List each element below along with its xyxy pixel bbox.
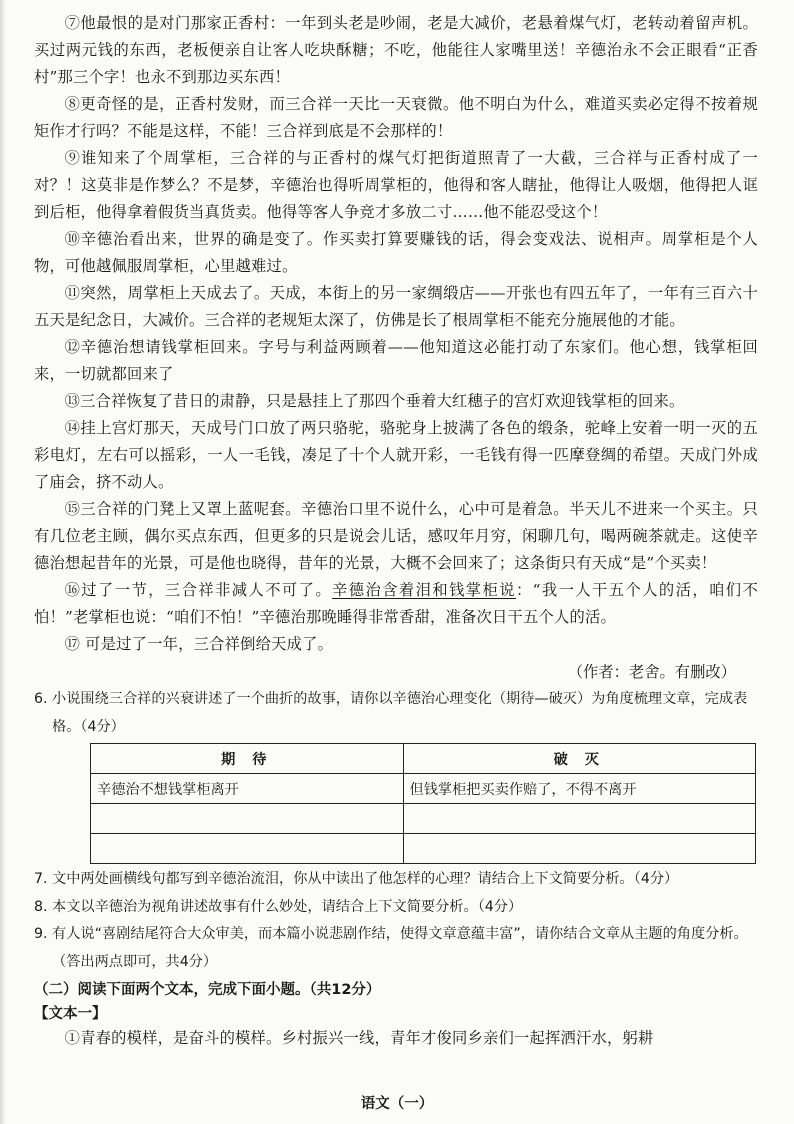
table-row [91, 804, 756, 834]
text-1-paragraph-1: ①青春的模样，是奋斗的模样。乡村振兴一线，青年才俊同乡亲们一起挥洒汗水，躬耕 [64, 1029, 654, 1047]
question-9: 9. 有人说“喜剧结尾符合大众审美，而本篇小说悲剧作结，使得文章意蕴丰富”，请你结合文章从主题的角度分析。（答出两点即可，共4分） [34, 926, 748, 970]
text-1-label: 【文本一】 [34, 1006, 107, 1022]
story-paragraph-14: ⑭挂上宫灯那天，天成号门口放了两只骆驼，骆驼身上披满了各色的缎条，驼峰上安着一明一灭的五彩电灯，左右可以摇彩，一人一毛钱，凑足了十个人就开彩，一毛钱有得一匹摩登绸的希望。天成门外成了庙会，挤不动人。 [34, 419, 758, 491]
question-6: 6. 小说围绕三合祥的兴衰讲述了一个曲折的故事，请你以辛德治心理变化（期待—破灭）为角度梳理文章，完成表格。（4分） [34, 691, 748, 735]
section-2-title: （二）阅读下面两个文本，完成下面小题。（共12分） [34, 982, 381, 998]
page-content [34, 10, 758, 1052]
underlined-sentence: 辛德治含着泪和钱掌柜说 [332, 581, 516, 599]
table-header-disillusion: 破 灭 [403, 744, 755, 774]
p16-suffix: ：“我一人干五个人的活，咱们不怕！”老掌柜也说：“咱们不怕！”辛德治那晚睡得非常香甜，准备次日干五个人的活。 [34, 581, 759, 626]
story-paragraph-12: ⑫辛德治想请钱掌柜回来。字号与利益两顾着——他知道这必能打动了东家们。他心想，钱掌柜回来，一切就都回来了 [34, 338, 758, 383]
table-header-row [91, 744, 756, 774]
answer-table-wrapper [90, 743, 756, 864]
table-cell: 但钱掌柜把买卖作赔了，不得不离开 [403, 774, 755, 804]
story-paragraph-11: ⑪突然，周掌柜上天成去了。天成，本街上的另一家绸缎店——开张也有四五年了，一年有三百六十五天是纪念日，大减价。三合祥的老规矩太深了，仿佛是长了根周掌柜不能充分施展他的才能。 [34, 284, 758, 329]
story-paragraph-10: ⑩辛德治看出来，世界的确是变了。作买卖打算要赚钱的话，得会变戏法、说相声。周掌柜是个人物，可他越佩服周掌柜，心里越难过。 [34, 230, 758, 275]
story-paragraph-8: ⑧更奇怪的是，正香村发财，而三合祥一天比一天衰微。他不明白为什么，难道买卖必定得不按着规矩作才行吗？不能是这样，不能！三合祥到底是不会那样的！ [34, 95, 758, 140]
table-cell-blank[interactable] [91, 834, 404, 864]
story-paragraph-17: ⑰ 可是过了一年，三合祥倒给天成了。 [64, 635, 334, 653]
table-row [91, 834, 756, 864]
answer-table [90, 743, 756, 864]
table-cell: 辛德治不想钱掌柜离开 [91, 774, 404, 804]
story-paragraph-16 [34, 577, 758, 631]
table-row [91, 774, 756, 804]
table-cell-blank[interactable] [403, 834, 755, 864]
table-cell-blank[interactable] [403, 804, 755, 834]
page-footer: 语文（一） [360, 1096, 434, 1112]
story-paragraph-15: ⑮三合祥的门凳上又罩上蓝呢套。辛德治口里不说什么，心中可是着急。半天儿不进来一个买主。只有几位老主顾，偶尔买点东西，但更多的只是说会儿话，感叹年月穷，闲聊几句，喝两碗茶就走。这使辛德治想起昔年的光景，可是他也晓得，昔年的光景，大概不会回来了；这条街只有天成“是”个买卖！ [34, 500, 758, 572]
question-7: 7. 文中两处画横线句都写到辛德治流泪，你从中读出了他怎样的心理？请结合上下文简要分析。（4分） [34, 871, 679, 887]
table-header-expectation: 期 待 [91, 744, 404, 774]
question-8: 8. 本文以辛德治为视角讲述故事有什么妙处，请结合上下文简要分析。（4分） [34, 898, 523, 915]
page-edge-shadow [0, 0, 6, 1124]
story-paragraph-13: ⑬三合祥恢复了昔日的肃静，只是悬挂上了那四个垂着大红穗子的宫灯欢迎钱掌柜的回来。 [64, 392, 685, 410]
p16-prefix: ⑯过了一节，三合祥非减人不可了。 [64, 581, 333, 599]
author-note: （作者：老舍。有删改） [567, 663, 736, 681]
story-paragraph-9: ⑨谁知来了个周掌柜，三合祥的与正香村的煤气灯把街道照青了一大截，三合祥与正香村成了一对？！这莫非是作梦么？不是梦，辛德治也得听周掌柜的，他得和客人瞎扯，他得让人吸烟，他得把人诓到后柜，他得拿着假货当真货卖。他得等客人争竞才多放二寸……他不能忍受这个！ [34, 149, 758, 221]
story-paragraph-7: ⑦他最恨的是对门那家正香村：一年到头老是吵闹，老是大减价，老悬着煤气灯，老转动着留声机。买过两元钱的东西，老板便亲自让客人吃块酥糖；不吃，他能往人家嘴里送！辛德治永不会正眼看“正香村”那三个字！也永不到那边买东西！ [34, 14, 758, 86]
table-cell-blank[interactable] [91, 804, 404, 834]
